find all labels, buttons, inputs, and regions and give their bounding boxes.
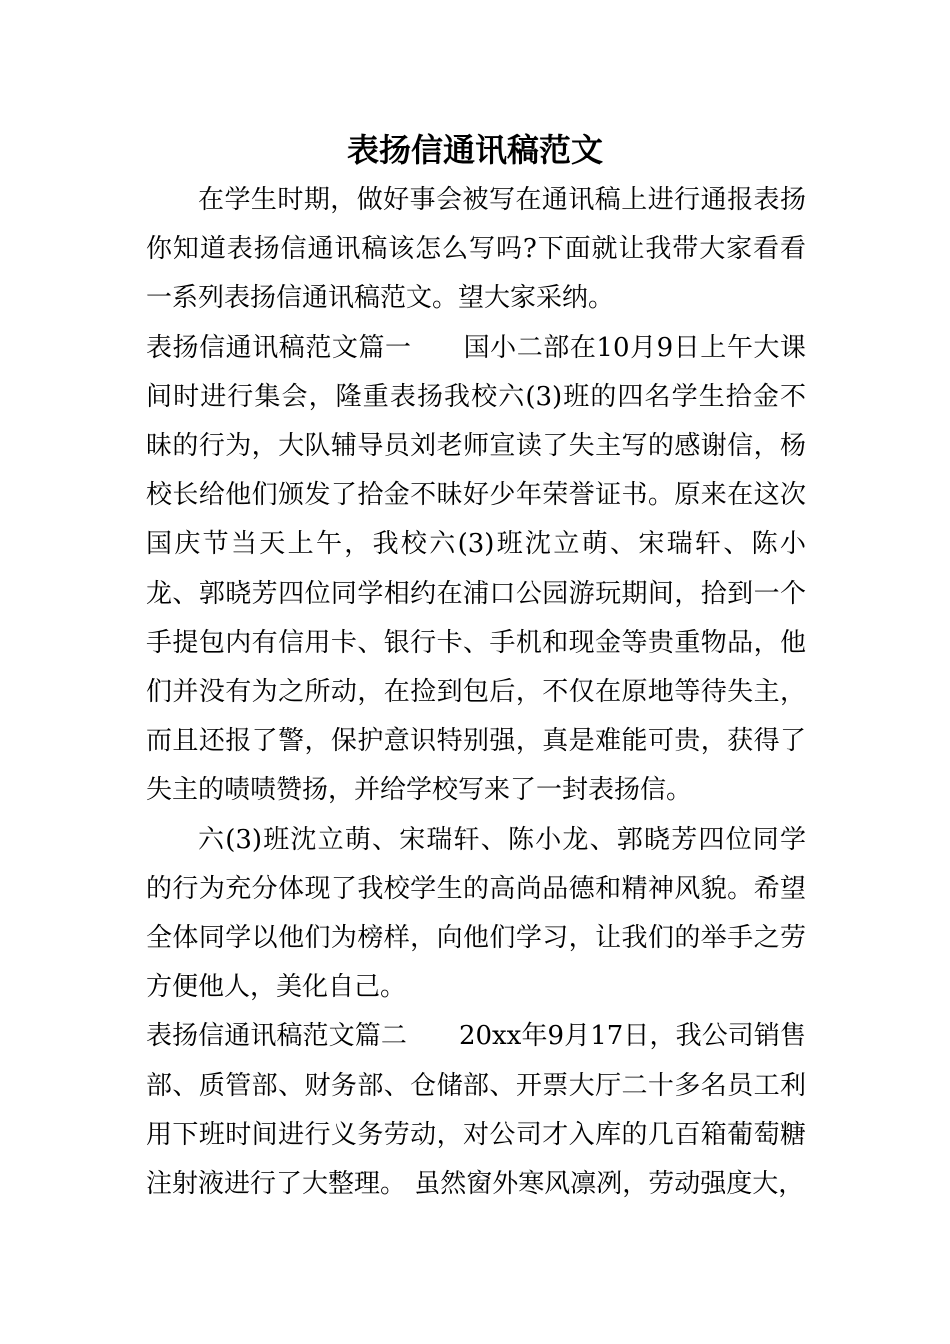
intro-paragraph: 在学生时期，做好事会被写在通讯稿上进行通报表扬你知道表扬信通讯稿该怎么写吗?下面就让我带大家看看一系列表扬信通讯稿范文。望大家采纳。 [146, 185, 806, 314]
section-two-heading: 表扬信通讯稿范文篇二 [146, 1021, 407, 1052]
document-title: 表扬信通讯稿范文 [346, 131, 603, 169]
section-two-paragraph [146, 1012, 806, 1209]
document-body [146, 176, 806, 1209]
section-one-followup-paragraph: 六(3)班沈立萌、宋瑞轩、陈小龙、郭晓芳四位同学的行为充分体现了我校学生的高尚品德和精神风貌。希望全体同学以他们为榜样，向他们学习，让我们的举手之劳方便他人，美化自己。 [146, 824, 806, 1003]
section-one-text: 国小二部在10月9日上午大课间时进行集会，隆重表扬我校六(3)班的四名学生拾金不昧的行为，大队辅导员刘老师宣读了失主写的感谢信，杨校长给他们颁发了拾金不昧好少年荣誉证书。原来在这次国庆节当天上午，我校六(3)班沈立萌、宋瑞轩、陈小龙、郭晓芳四位同学相约在浦口公园游玩期间，拾到一个手提包内有信用卡、银行卡、手机和现金等贵重物品，他们并没有为之所动，在捡到包后，不仅在原地等待失主，而且还报了警，保护意识特别强，真是难能可贵，获得了失主的啧啧赞扬，并给学校写来了一封表扬信。 [146, 332, 806, 806]
section-two-text: 20xx年9月17日，我公司销售部、质管部、财务部、仓储部、开票大厅二十多名员工利用下班时间进行义务劳动，对公司才入库的几百箱葡萄糖注射液进行了大整理。 虽然窗外寒风凛冽，劳动强度大， [146, 1021, 806, 1200]
section-one-heading: 表扬信通讯稿范文篇一 [146, 332, 412, 363]
section-one-paragraph [146, 324, 806, 816]
